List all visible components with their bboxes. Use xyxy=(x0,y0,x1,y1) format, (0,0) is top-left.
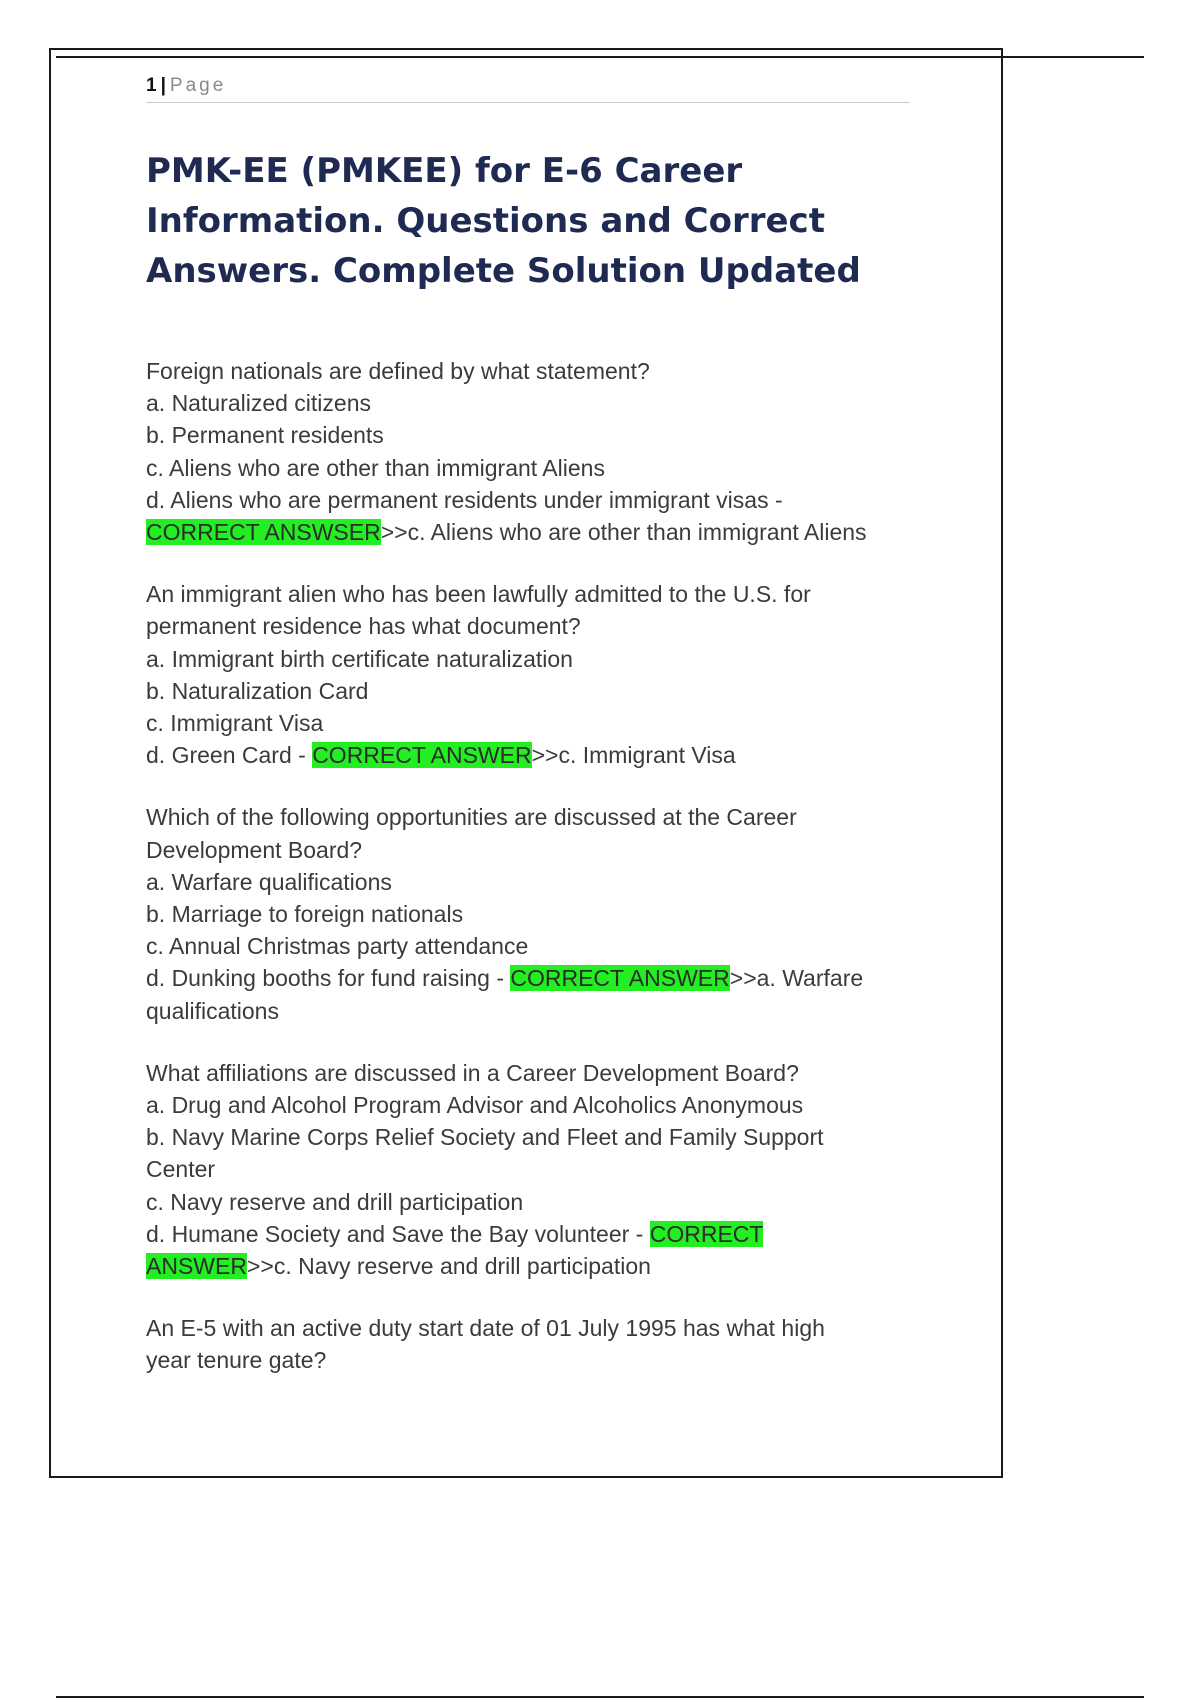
page-separator: | xyxy=(160,75,166,96)
option-b: b. Marriage to foreign nationals xyxy=(146,901,464,928)
answer-text: >>c. Immigrant Visa xyxy=(531,742,736,769)
option-c: c. Immigrant Visa xyxy=(146,710,324,737)
correct-answer-highlight: CORRECT ANSWER xyxy=(510,965,730,992)
option-c: c. Aliens who are other than immigrant Aliens xyxy=(146,454,605,481)
page-number: 1 xyxy=(146,75,157,96)
answer-text: >>a. Warfare xyxy=(729,965,864,992)
bottom-rule xyxy=(56,1696,1144,1698)
answer-text: >>c. Aliens who are other than immigrant Aliens xyxy=(380,519,867,546)
question-text: What affiliations are discussed in a Career Development Board? xyxy=(146,1059,799,1086)
option-d: d. Humane Society and Save the Bay volunteer - xyxy=(146,1220,650,1247)
correct-answer-highlight: CORRECT ANSWSER xyxy=(146,519,381,546)
option-d: d. Green Card - xyxy=(146,742,313,769)
option-d-line xyxy=(146,1218,916,1250)
document-title: PMK-EE (PMKEE) for E-6 Career Information. Questions and Correct Answers. Complete Solution Updated xyxy=(146,151,861,291)
answer-line xyxy=(146,1250,916,1282)
option-a: a. Naturalized citizens xyxy=(146,390,371,417)
page-header xyxy=(146,74,910,103)
page-label: Page xyxy=(169,75,227,96)
answer-line xyxy=(146,739,916,771)
option-b: b. Navy Marine Corps Relief Society and Fleet and Family Support xyxy=(146,1124,824,1151)
question-block-1 xyxy=(146,355,916,548)
correct-answer-highlight: CORRECT xyxy=(649,1220,764,1247)
question-text: An immigrant alien who has been lawfully admitted to the U.S. for xyxy=(146,581,811,608)
question-list xyxy=(146,355,916,1407)
answer-text: >>c. Navy reserve and drill participation xyxy=(246,1253,651,1280)
option-d: d. Aliens who are permanent residents under immigrant visas - xyxy=(146,486,783,513)
answer-line xyxy=(146,516,916,548)
option-c: c. Annual Christmas party attendance xyxy=(146,933,529,960)
option-b-cont: Center xyxy=(146,1156,216,1183)
option-b: b. Permanent residents xyxy=(146,422,384,449)
question-block-3 xyxy=(146,801,916,1026)
question-text: Foreign nationals are defined by what statement? xyxy=(146,358,650,384)
question-text: Which of the following opportunities are discussed at the Career xyxy=(146,804,797,831)
option-a: a. Immigrant birth certificate naturalization xyxy=(146,645,573,672)
correct-answer-highlight-cont: ANSWER xyxy=(146,1253,247,1280)
question-block-5 xyxy=(146,1312,916,1376)
question-text-cont: permanent residence has what document? xyxy=(146,613,581,640)
question-text-cont: year tenure gate? xyxy=(146,1347,327,1374)
question-text-cont: Development Board? xyxy=(146,836,363,863)
question-block-2 xyxy=(146,578,916,771)
question-block-4 xyxy=(146,1057,916,1282)
option-b: b. Naturalization Card xyxy=(146,677,369,704)
option-a: a. Warfare qualifications xyxy=(146,868,392,895)
option-a: a. Drug and Alcohol Program Advisor and Alcoholics Anonymous xyxy=(146,1092,804,1119)
question-text: An E-5 with an active duty start date of 01 July 1995 has what high xyxy=(146,1315,825,1342)
option-c: c. Navy reserve and drill participation xyxy=(146,1188,524,1215)
option-d: d. Dunking booths for fund raising - xyxy=(146,965,511,992)
answer-text-cont: qualifications xyxy=(146,997,279,1024)
answer-line xyxy=(146,962,916,994)
correct-answer-highlight: CORRECT ANSWER xyxy=(312,742,532,769)
